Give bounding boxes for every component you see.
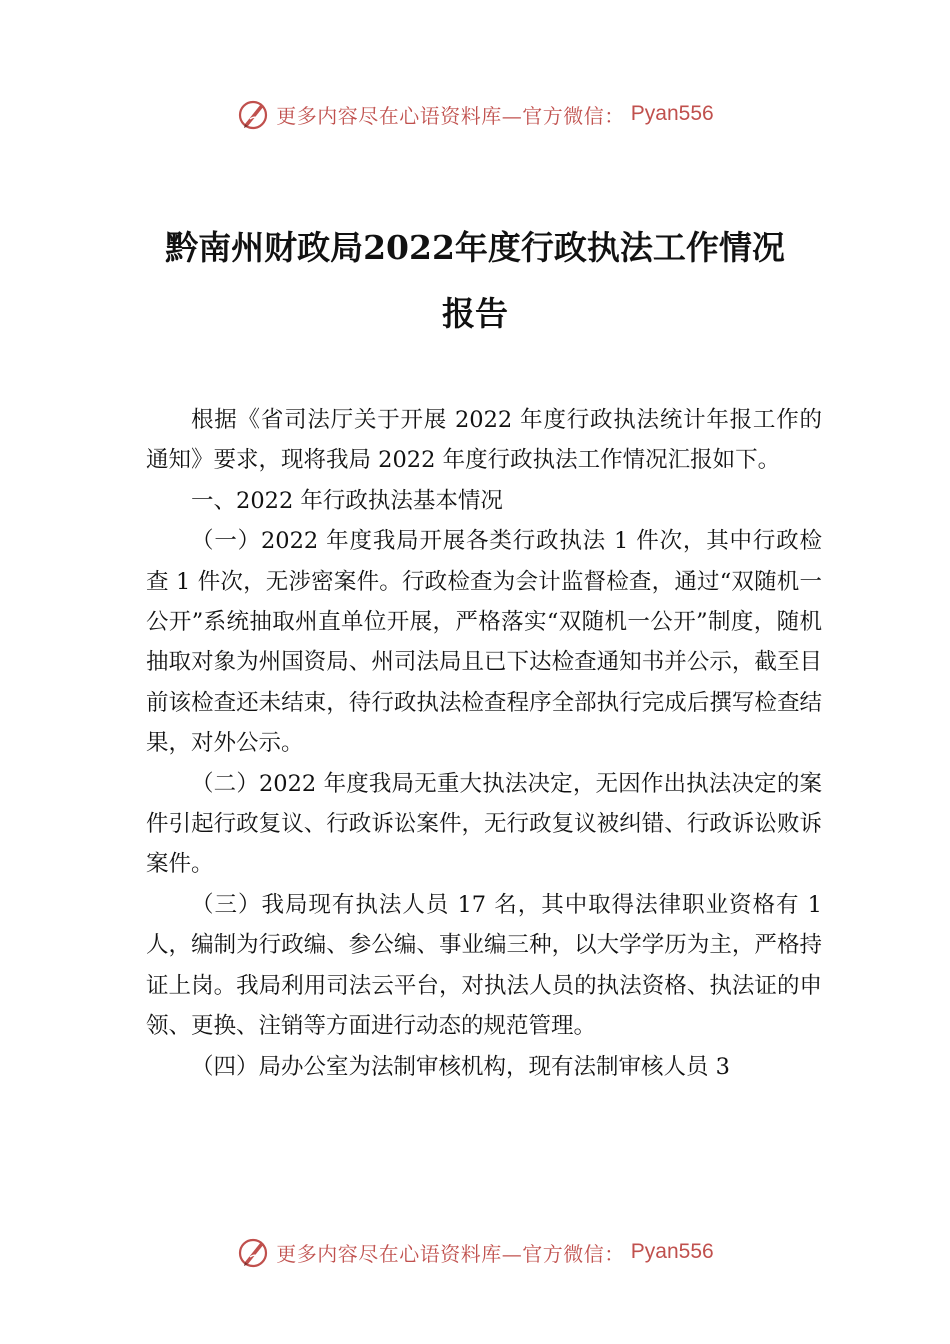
paragraph-intro: 根据《省司法厅关于开展 2022 年度行政执法统计年报工作的通知》要求，现将我局 2022 年度行政执法工作情况汇报如下。 <box>146 407 822 474</box>
banner-text: 更多内容尽在心语资料库—官方微信： <box>276 103 625 128</box>
document-title-line-2: 报告 <box>442 294 508 333</box>
document-body <box>146 400 822 1087</box>
document-title-line-1: 黔南州财政局2022年度行政执法工作情况 <box>165 228 785 267</box>
header-banner <box>0 92 950 136</box>
paragraph-item-2: （二）2022 年度我局无重大执法决定，无因作出执法决定的案件引起行政复议、行政诉讼案件，无行政复议被纠错、行政诉讼败诉案件。 <box>146 770 822 878</box>
pen-logo-icon <box>236 97 270 131</box>
paragraph-item-1: （一）2022 年度我局开展各类行政执法 1 件次，其中行政检查 1 件次，无涉密案件。行政检查为会计监督检查，通过“双随机一公开”系统抽取州直单位开展，严格落实“双随机一公开”制度，随机抽取对象为州国资局、州司法局且已下达检查通知书并公示，截至目前该检查还未结束，待行政执法检查程序全部执行完成后撰写检查结果，对外公示。 <box>146 528 822 757</box>
wechat-id: Pyan556 <box>630 1240 714 1263</box>
wechat-id: Pyan556 <box>630 102 714 125</box>
paragraph-item-3: （三）我局现有执法人员 17 名，其中取得法律职业资格有 1 人，编制为行政编、参公编、事业编三种，以大学学历为主，严格持证上岗。我局利用司法云平台，对执法人员的执法资格、执法证的申领、更换、注销等方面进行动态的规范管理。 <box>146 891 822 1040</box>
pen-logo-icon <box>236 1235 270 1269</box>
banner-text: 更多内容尽在心语资料库—官方微信： <box>276 1241 625 1266</box>
paragraph-item-4: （四）局办公室为法制审核机构，现有法制审核人员 3 <box>191 1053 730 1080</box>
footer-banner <box>0 1230 950 1274</box>
section-heading-1: 一、2022 年行政执法基本情况 <box>191 487 503 514</box>
